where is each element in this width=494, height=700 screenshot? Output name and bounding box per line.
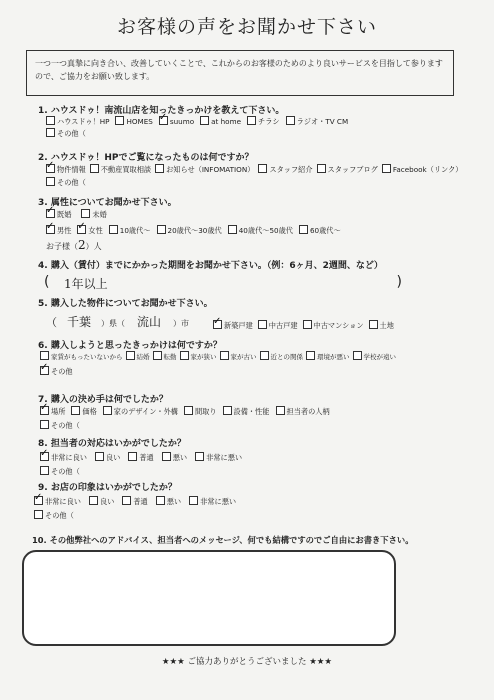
checkbox[interactable] xyxy=(103,406,112,415)
checkbox[interactable] xyxy=(46,209,55,218)
option-label: 未婚 xyxy=(92,210,107,219)
option-label: 非常に悪い xyxy=(206,453,243,462)
q2-options xyxy=(46,164,466,175)
q7-other xyxy=(40,420,80,431)
children-prefix: お子様（ xyxy=(46,242,78,251)
option-label: 物件情報 xyxy=(57,165,86,174)
option-label: 非常に良い xyxy=(45,497,81,506)
option-item[interactable] xyxy=(89,496,114,507)
checkbox[interactable] xyxy=(189,496,198,505)
q4-answer: 1年以上 xyxy=(64,277,108,291)
checkbox[interactable] xyxy=(128,452,137,461)
option-item[interactable] xyxy=(286,116,349,127)
option-label: 土地 xyxy=(379,321,394,330)
option-label: 家賃がもったいないから xyxy=(51,353,123,361)
checkbox[interactable] xyxy=(40,420,49,429)
q3-gender-age-options xyxy=(46,225,347,236)
footer-thanks: ★★★ ご協力ありがとうございました ★★★ xyxy=(161,657,333,667)
option-item[interactable] xyxy=(189,496,236,507)
other-label: その他（ xyxy=(51,421,80,430)
option-label: 40歳代～50歳代 xyxy=(238,226,293,235)
option-label: 価格 xyxy=(82,407,97,416)
option-item[interactable] xyxy=(223,406,270,417)
checkbox[interactable] xyxy=(40,452,49,461)
city-suffix: ）市 xyxy=(173,319,190,328)
checkbox[interactable] xyxy=(258,164,267,173)
checkbox[interactable] xyxy=(46,116,55,125)
option-label: ハウスドゥ！HP xyxy=(57,117,110,126)
option-label: 担当者の人柄 xyxy=(286,407,330,416)
option-label: suumo xyxy=(169,117,195,126)
children-suffix: ）人 xyxy=(85,242,102,251)
checkbox[interactable] xyxy=(299,225,308,234)
q4-answer-box[interactable] xyxy=(44,272,402,292)
q3-children xyxy=(46,238,102,252)
option-label: 中古マンション xyxy=(313,321,364,330)
q4-label: 4. 購入（賃付）までにかかった期間をお聞かせ下さい。（例：6ヶ月、2週間、など） xyxy=(38,261,383,271)
checkbox[interactable] xyxy=(258,320,267,329)
option-item[interactable] xyxy=(184,406,217,417)
option-item[interactable] xyxy=(77,225,102,236)
checkbox[interactable] xyxy=(195,452,204,461)
option-label: 中古戸建 xyxy=(268,321,298,330)
checkbox[interactable] xyxy=(306,351,315,360)
option-item[interactable] xyxy=(228,225,293,236)
children-value[interactable]: 2 xyxy=(78,238,86,252)
checkbox[interactable] xyxy=(159,116,168,125)
option-label: 家が古い xyxy=(230,353,257,361)
checkbox[interactable] xyxy=(126,351,135,360)
option-label: 普通 xyxy=(133,497,148,506)
checkbox[interactable] xyxy=(95,452,104,461)
checkbox[interactable] xyxy=(223,406,232,415)
checkbox[interactable] xyxy=(260,351,269,360)
option-item[interactable] xyxy=(247,116,280,127)
option-item[interactable] xyxy=(126,351,150,361)
option-label: 男性 xyxy=(57,226,72,235)
q5-label: 5. 購入した物件についてお聞かせ下さい。 xyxy=(38,299,213,309)
option-item[interactable] xyxy=(180,351,217,361)
option-label: 非常に良い xyxy=(51,453,87,462)
checkbox[interactable] xyxy=(90,164,99,173)
q5-city[interactable]: 流山 xyxy=(137,315,162,329)
checkbox[interactable] xyxy=(77,225,86,234)
checkbox[interactable] xyxy=(81,209,90,218)
checkbox[interactable] xyxy=(46,177,55,186)
q9-label: 9. お店の印象はいかがでしたか？ xyxy=(38,483,177,493)
q2-label: 2. ハウスドゥ！HPでご覧になったものは何ですか？ xyxy=(38,153,254,163)
option-label: 家が狭い xyxy=(190,353,217,361)
q3-label: 3. 属性についてお聞かせ下さい。 xyxy=(38,198,177,208)
option-item[interactable] xyxy=(382,164,463,175)
option-item[interactable] xyxy=(115,116,152,126)
comment-textarea[interactable] xyxy=(22,550,396,646)
checkbox[interactable] xyxy=(46,164,55,173)
checkbox[interactable] xyxy=(317,164,326,173)
q5-pref[interactable]: 千葉 xyxy=(67,315,92,329)
checkbox[interactable] xyxy=(34,510,43,519)
option-label: 不動産買取相談 xyxy=(100,165,152,174)
checkbox[interactable] xyxy=(34,496,43,505)
checkbox[interactable] xyxy=(382,164,391,173)
option-item[interactable] xyxy=(153,351,177,361)
option-item[interactable] xyxy=(159,116,194,126)
option-item[interactable] xyxy=(299,225,341,236)
option-label: 10歳代～ xyxy=(119,226,151,235)
option-label: 普通 xyxy=(139,453,154,462)
q1-options xyxy=(46,116,354,127)
checkbox[interactable] xyxy=(71,406,80,415)
option-item[interactable] xyxy=(353,351,397,361)
option-label: お知らせ（INFOMATION） xyxy=(166,165,255,174)
option-item[interactable] xyxy=(162,452,187,463)
option-item[interactable] xyxy=(317,164,378,175)
checkbox[interactable] xyxy=(303,320,312,329)
option-item[interactable] xyxy=(369,320,394,331)
option-item[interactable] xyxy=(157,225,222,236)
option-label: 既婚 xyxy=(57,210,72,219)
other-label: その他（ xyxy=(57,129,86,138)
option-label: 良い xyxy=(105,453,121,462)
option-item[interactable] xyxy=(260,351,304,361)
option-label: チラシ xyxy=(258,117,280,126)
checkbox[interactable] xyxy=(109,225,118,234)
q1-label: 1. ハウスドゥ！南流山店を知ったきっかけを教えて下さい。 xyxy=(38,106,285,116)
q6-options xyxy=(40,351,399,361)
option-item[interactable] xyxy=(213,320,253,331)
q3-marital-options xyxy=(46,209,117,220)
option-label: 新築戸建 xyxy=(224,321,253,330)
option-item[interactable] xyxy=(156,496,181,507)
q8-options xyxy=(40,452,250,463)
option-label: 近との関係 xyxy=(270,353,303,361)
checkbox[interactable] xyxy=(200,116,209,125)
checkbox[interactable] xyxy=(228,225,237,234)
checkbox[interactable] xyxy=(184,406,193,415)
option-item[interactable] xyxy=(220,351,257,361)
q1-other xyxy=(46,128,86,139)
option-label: Facebook（リンク） xyxy=(392,165,463,174)
option-item[interactable] xyxy=(34,496,81,507)
option-label: 転勤 xyxy=(163,353,177,361)
option-label: 20歳代～30歳代 xyxy=(167,226,222,235)
checkbox[interactable] xyxy=(213,320,222,329)
checkbox[interactable] xyxy=(40,466,49,475)
option-item[interactable] xyxy=(276,406,330,417)
checkbox[interactable] xyxy=(157,225,166,234)
option-item[interactable] xyxy=(46,164,86,175)
option-item[interactable] xyxy=(258,320,298,331)
option-item[interactable] xyxy=(46,225,71,236)
q6-other xyxy=(40,366,73,377)
option-item[interactable] xyxy=(81,209,106,220)
checkbox[interactable] xyxy=(353,351,362,360)
option-label: スタッフブログ xyxy=(327,165,378,174)
q2-other xyxy=(46,177,86,188)
option-label: 場所 xyxy=(51,407,66,416)
option-label: 非常に悪い xyxy=(200,497,237,506)
option-item[interactable] xyxy=(155,164,254,175)
checkbox[interactable] xyxy=(247,116,256,125)
checkbox[interactable] xyxy=(46,225,55,234)
option-item[interactable] xyxy=(303,320,364,331)
option-item[interactable] xyxy=(109,225,151,236)
checkbox[interactable] xyxy=(153,351,162,360)
option-label: 結婚 xyxy=(136,353,150,361)
checkbox[interactable] xyxy=(40,406,49,415)
checkbox[interactable] xyxy=(115,116,124,125)
checkbox[interactable] xyxy=(122,496,131,505)
checkbox[interactable] xyxy=(162,452,171,461)
checkbox[interactable] xyxy=(276,406,285,415)
option-item[interactable] xyxy=(40,351,123,361)
option-label: 悪い xyxy=(172,453,188,462)
q9-options xyxy=(34,496,244,507)
option-item[interactable] xyxy=(95,452,120,463)
option-item[interactable] xyxy=(40,406,65,417)
option-item[interactable] xyxy=(71,406,96,417)
close-paren: ) xyxy=(396,274,402,290)
option-label: 学校が遠い xyxy=(363,353,396,361)
q8-label: 8. 担当者の対応はいかがでしたか？ xyxy=(38,439,186,449)
q5-location xyxy=(46,313,189,330)
option-label: 間取り xyxy=(194,407,217,416)
checkbox[interactable] xyxy=(180,351,189,360)
option-label: 家のデザイン・外構 xyxy=(113,407,178,416)
option-label: ラジオ・TV CM xyxy=(296,117,349,126)
q7-options xyxy=(40,406,336,417)
option-item[interactable] xyxy=(128,452,153,463)
option-item[interactable] xyxy=(40,452,87,463)
pref-suffix: ）県（ xyxy=(101,319,126,328)
option-item[interactable] xyxy=(46,116,109,127)
checkbox[interactable] xyxy=(46,128,55,137)
option-label: スタッフ紹介 xyxy=(269,165,313,174)
checkbox[interactable] xyxy=(220,351,229,360)
open-paren: ( xyxy=(44,274,50,290)
other-label: その他 xyxy=(51,367,73,376)
open-paren: （ xyxy=(46,316,57,329)
option-item[interactable] xyxy=(46,209,71,220)
option-item[interactable] xyxy=(90,164,151,175)
q5-type-options xyxy=(213,320,399,331)
checkbox[interactable] xyxy=(89,496,98,505)
q9-other xyxy=(34,510,74,521)
intro-box: 一つ一つ真摯に向き合い、改善していくことで、これからのお客様のためのより良いサービスを目指して参りますので、ご協力をお願い致します。 xyxy=(26,50,454,96)
option-item[interactable] xyxy=(195,452,242,463)
option-item[interactable] xyxy=(122,496,147,507)
option-label: at home xyxy=(211,117,241,126)
q6-label: 6. 購入しようと思ったきっかけは何ですか？ xyxy=(38,341,222,351)
checkbox[interactable] xyxy=(155,164,164,173)
other-label: その他（ xyxy=(45,511,74,520)
page-title: お客様の声をお聞かせ下さい xyxy=(116,16,377,38)
option-label: 女性 xyxy=(88,226,103,235)
q8-other xyxy=(40,466,80,477)
option-item[interactable] xyxy=(200,116,241,126)
q10-label: 10. その他弊社へのアドバイス、担当者へのメッセージ、何でも結構ですのでご自由にお書き下さい。 xyxy=(32,535,414,545)
checkbox[interactable] xyxy=(369,320,378,329)
q7-label: 7. 購入の決め手は何でしたか？ xyxy=(38,395,168,405)
option-label: 60歳代～ xyxy=(309,226,341,235)
other-label: その他（ xyxy=(57,178,86,187)
option-label: 設備・性能 xyxy=(233,407,270,416)
option-label: HOMES xyxy=(126,117,153,126)
option-item[interactable] xyxy=(103,406,178,417)
option-label: 良い xyxy=(99,497,115,506)
option-item[interactable] xyxy=(306,351,350,361)
checkbox[interactable] xyxy=(156,496,165,505)
option-label: 悪い xyxy=(166,497,182,506)
option-item[interactable] xyxy=(258,164,312,175)
option-label: 環境が悪い xyxy=(317,353,350,361)
checkbox[interactable] xyxy=(40,366,49,375)
checkbox[interactable] xyxy=(286,116,295,125)
checkbox[interactable] xyxy=(40,351,49,360)
other-label: その他（ xyxy=(51,467,80,476)
